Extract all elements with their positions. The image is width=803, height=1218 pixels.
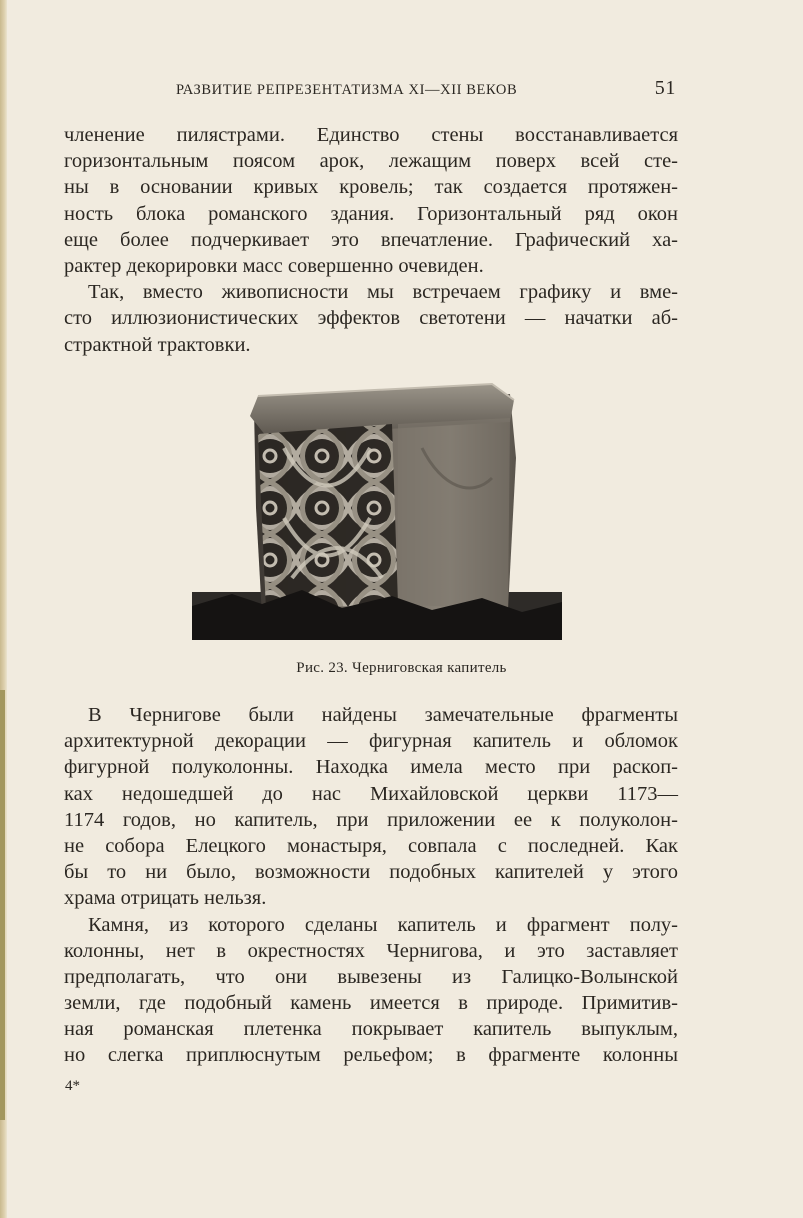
text-line: В Чернигове были найдены замечательные фрагменты [88, 704, 678, 726]
text-line: Так, вместо живописности мы встречаем графику и вме- [88, 281, 678, 304]
text-line: сто иллюзионистических эффектов светотени — начатки аб- [64, 307, 678, 330]
signature-mark: 4* [65, 1078, 80, 1094]
text-line: земли, где подобный камень имеется в природе. Примитив- [64, 992, 678, 1015]
text-line: фигурной полуколонны. Находка имела место при раскоп- [64, 756, 678, 779]
paragraph-block-top [64, 122, 678, 358]
running-title: РАЗВИТИЕ РЕПРЕЗЕНТАТИЗМА XI—XII ВЕКОВ [176, 82, 518, 98]
text-line: страктной трактовки. [64, 333, 251, 356]
text-line: ная романская плетенка покрывает капитель выпуклым, [64, 1018, 678, 1041]
page-number: 51 [654, 77, 676, 99]
binding-band [0, 690, 5, 1120]
text-line: но слегка приплюснутым рельефом; в фрагменте колонны [64, 1044, 678, 1067]
text-line: еще более подчеркивает это впечатление. Графический ха- [64, 228, 678, 251]
text-line: не собора Елецкого монастыря, совпала с последней. Как [64, 834, 678, 857]
text-line: колонны, нет в окрестностях Чернигова, и это заставляет [64, 939, 678, 962]
running-header [176, 77, 676, 103]
capital-photo [192, 378, 562, 640]
text-line: бы то ни было, возможности подобных капителей у этого [64, 861, 678, 884]
paragraph-block-bottom [64, 702, 678, 1069]
text-line: Камня, из которого сделаны капитель и фрагмент полу- [88, 913, 678, 936]
text-line: архитектурной декорации — фигурная капитель и обломок [64, 730, 678, 753]
text-line: ны в основании кривых кровель; так создается протяжен- [64, 176, 678, 199]
text-line: предполагать, что они вывезены из Галицко-Волынской [64, 965, 678, 988]
text-line: ках недошедшей до нас Михайловской церкви 1173— [64, 782, 678, 805]
figure-caption: Рис. 23. Черниговская капитель [296, 660, 507, 676]
text-line: 1174 годов, но капитель, при приложении ее к полуколон- [64, 808, 678, 831]
text-line: храма отрицать нельзя. [64, 887, 267, 910]
text-line: рактер декорировки масс совершенно очевиден. [64, 254, 484, 277]
text-line: горизонтальным поясом арок, лежащим поверх всей сте- [64, 150, 678, 173]
text-line: ность блока романского здания. Горизонтальный ряд окон [64, 202, 678, 225]
text-line: членение пилястрами. Единство стены восстанавливается [64, 124, 678, 146]
